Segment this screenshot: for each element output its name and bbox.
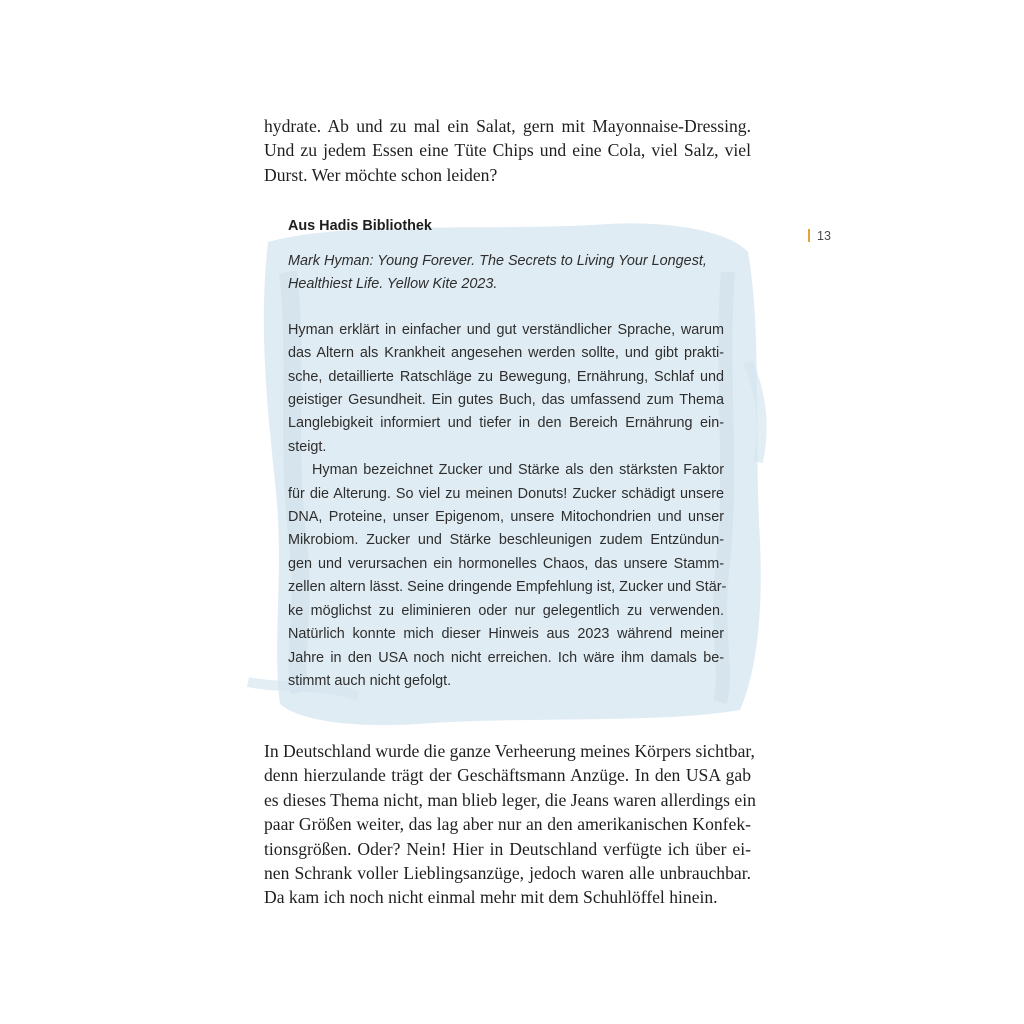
sidebar-paragraph-1 — [288, 319, 724, 459]
bottom-paragraph — [264, 739, 756, 910]
bottom-paragraph-line: denn hierzulande trägt der Geschäftsmann Anzüge. In den USA gab — [264, 765, 751, 786]
top-paragraph-line: Durst. Wer möchte schon leiden? — [264, 164, 498, 185]
book-reference-line: Mark Hyman: Young Forever. The Secrets to Living Your Longest, — [288, 253, 707, 269]
book-reference-line: Healthiest Life. Yellow Kite 2023. — [288, 276, 498, 293]
sidebar-paragraph-line: steigt. — [288, 438, 327, 455]
sidebar-paragraph-line: Langlebigkeit informiert und tiefer in den Bereich Ernährung ein- — [288, 415, 724, 432]
sidebar-paragraph-line: für die Alterung. So viel zu meinen Donuts! Zucker schädigt unsere — [288, 485, 724, 502]
sidebar-paragraph-line: sche, detaillierte Ratschläge zu Bewegung, Ernährung, Schlaf und — [288, 368, 724, 385]
bottom-paragraph-line: Da kam ich noch nicht einmal mehr mit dem Schuhlöffel hinein. — [264, 887, 718, 908]
sidebar-box — [288, 216, 727, 693]
sidebar-paragraph-line: Mikrobiom. Zucker und Stärke beschleunigen zudem Entzündun- — [288, 532, 724, 549]
sidebar-paragraph-line: geistiger Gesundheit. Ein gutes Buch, das umfassend zum Thema — [288, 392, 724, 409]
page-number-value: 13 — [817, 229, 831, 243]
sidebar-paragraph-line: zellen altern lässt. Seine dringende Empfehlung ist, Zucker und Stär- — [288, 579, 727, 596]
sidebar-paragraph-line: Jahre in den USA noch nicht erreichen. Ich wäre ihm damals be- — [288, 649, 724, 666]
sidebar-paragraph-line: das Altern als Krankheit angesehen werden sollte, und gibt prakti- — [288, 345, 724, 362]
top-paragraph — [264, 114, 751, 187]
bottom-paragraph-line: In Deutschland wurde die ganze Verheerung meines Körpers sichtbar, — [264, 741, 755, 761]
sidebar-paragraph-2 — [288, 459, 727, 693]
sidebar-paragraph-line: stimmt auch nicht gefolgt. — [288, 672, 452, 689]
sidebar-paragraph-line: gen und verursachen ein hormonelles Chaos, das unsere Stamm- — [288, 555, 724, 572]
sidebar-paragraph-line: Hyman bezeichnet Zucker und Stärke als den stärksten Faktor — [312, 462, 724, 479]
book-reference — [288, 250, 724, 297]
page-number — [808, 228, 831, 244]
sidebar-paragraph-line: Hyman erklärt in einfacher und gut verständlicher Sprache, warum — [288, 321, 724, 338]
top-paragraph-line: Und zu jedem Essen eine Tüte Chips und eine Cola, viel Salz, viel — [264, 140, 751, 161]
bottom-paragraph-line: tionsgrößen. Oder? Nein! Hier in Deutschland verfügte ich über ei- — [264, 838, 751, 859]
page-number-accent-bar — [808, 229, 810, 242]
sidebar-paragraph-line: ke möglichst zu eliminieren oder nur gelegentlich zu verwenden. — [288, 602, 724, 619]
bottom-paragraph-line: es dieses Thema nicht, man blieb leger, die Jeans waren allerdings ein — [264, 789, 756, 810]
bottom-paragraph-line: nen Schrank voller Lieblingsanzüge, jedoch waren alle unbrauchbar. — [264, 863, 751, 884]
sidebar-paragraph-line: DNA, Proteine, unser Epigenom, unsere Mitochondrien und unser — [288, 509, 724, 526]
bottom-paragraph-line: paar Größen weiter, das lag aber nur an den amerikanischen Konfek- — [264, 814, 751, 835]
top-paragraph-line: hydrate. Ab und zu mal ein Salat, gern mit Mayonnaise-Dressing. — [264, 116, 751, 136]
sidebar-paragraph-line: Natürlich konnte mich dieser Hinweis aus 2023 während meiner — [288, 626, 724, 643]
sidebar-box-title: Aus Hadis Bibliothek — [288, 218, 432, 234]
